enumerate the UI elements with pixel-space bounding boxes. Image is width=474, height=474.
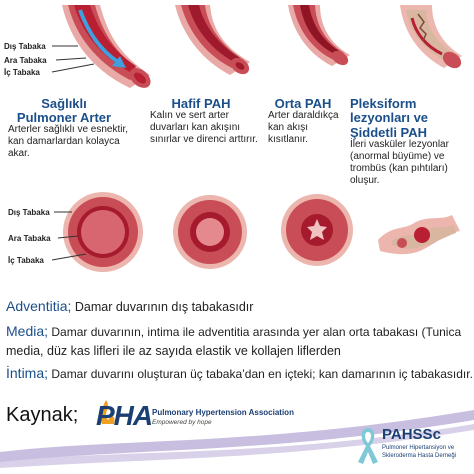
definition-term-adventitia: Adventitia; [6,298,72,314]
definition-text-intima: Damar duvarını oluşturan üç tabaka’dan en içteki; kan damarının iç tabakasıdır. [48,367,473,381]
layer-label-inner-top: İç Tabaka [4,68,40,77]
layer-label-middle-top: Ara Tabaka [4,56,47,65]
definition-text-media: Damar duvarının, intima ile adventitia arasında yer alan orta tabakası (Tunica [48,325,462,339]
stage-desc-mild: Kalın ve sert arter duvarları kan akışını sınırlar ve direnci arttırır. [150,110,258,145]
source-label: Kaynak; [6,404,79,426]
definition-media-continued: media, düz kas lifleri ile az sayıda elastik ve kollajen liflerden [6,344,341,358]
stage-title-plexiform: Pleksiform lezyonları ve Şiddetli PAH [350,96,429,140]
definition-media [6,322,461,341]
layer-label-outer-bottom: Dış Tabaka [8,208,50,217]
stage-desc-plexiform: İleri vasküler lezyonlar (anormal büyüme) ve trombüs (kan pıhtıları) oluşur. [350,139,449,186]
awareness-ribbon-icon [356,426,380,466]
stage-desc-healthy: Arterler sağlıklı ve esnektir, kan damarlardan kolayca akar. [8,124,129,159]
stage-desc-moderate: Arter daraldıkça kan akışı kısıtlanır. [268,110,339,145]
definition-term-intima: İntima; [6,365,49,381]
pahssc-subtitle-1: Pulmoner Hipertansiyon ve [382,445,455,451]
pahssc-subtitle-2: Skleroderma Hasta Derneği [382,453,457,459]
definition-text-adventitia: Damar duvarının dış tabakasıdır [71,300,254,314]
definition-adventitia [6,297,253,315]
layer-label-inner-bottom: İç Tabaka [8,256,44,265]
pahssc-logo [356,426,472,472]
pha-organization-name: Pulmonary Hypertension Association [152,408,294,417]
pha-logo-text: PHA [96,400,153,431]
layer-label-middle-bottom: Ara Tabaka [8,234,51,243]
layer-pointer-lines-bottom [0,200,474,280]
pha-tagline: Empowered by hope [152,419,212,426]
stage-title-mild: Hafif PAH [171,96,231,111]
layer-pointer-lines-top [0,0,474,95]
pahssc-logo-text: PAHSSc [382,426,441,443]
stage-title-moderate: Orta PAH [274,96,332,111]
stage-title-healthy: Sağlıklı Pulmoner Arter [16,96,112,126]
layer-label-outer-top: Dış Tabaka [4,42,46,51]
definition-term-media: Media; [6,323,49,339]
pha-logo [88,396,294,440]
